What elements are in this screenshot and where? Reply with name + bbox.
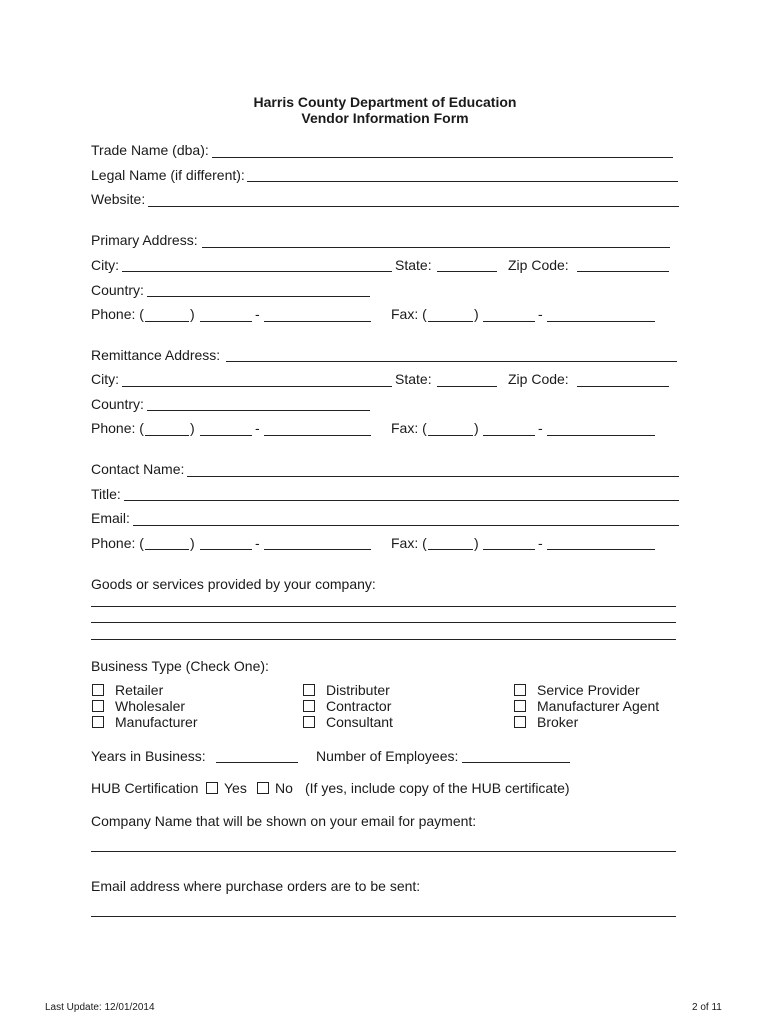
legal-name-label: Legal Name (if different):: [91, 167, 245, 183]
hub-no-label: No: [275, 780, 293, 796]
retailer-checkbox[interactable]: [92, 684, 104, 696]
manufacturer-label: Manufacturer: [115, 714, 198, 730]
remittance-fax-area[interactable]: [428, 435, 473, 436]
remittance-zip-label: Zip Code:: [508, 371, 569, 387]
contact-fax-area[interactable]: [428, 549, 473, 550]
remittance-fax-label: Fax: (: [391, 420, 427, 436]
contact-phone-number[interactable]: [264, 549, 371, 550]
primary-fax-number[interactable]: [547, 321, 655, 322]
remittance-address-field[interactable]: [226, 361, 677, 362]
remittance-phone-area[interactable]: [145, 435, 189, 436]
primary-address-label: Primary Address:: [91, 232, 198, 248]
wholesaler-checkbox[interactable]: [92, 700, 104, 712]
hub-yes-label: Yes: [224, 780, 247, 796]
primary-zip-label: Zip Code:: [508, 257, 569, 273]
goods-services-line-2[interactable]: [91, 622, 676, 623]
primary-country-field[interactable]: [147, 296, 370, 297]
company-name-email-label: Company Name that will be shown on your email for payment:: [91, 813, 477, 829]
remittance-phone-paren: ): [190, 420, 195, 436]
years-in-business-label: Years in Business:: [91, 748, 206, 764]
service-provider-checkbox[interactable]: [514, 684, 526, 696]
contact-title-field[interactable]: [124, 500, 679, 501]
contact-name-label: Contact Name:: [91, 461, 185, 477]
consultant-label: Consultant: [326, 714, 393, 730]
website-field[interactable]: [148, 206, 679, 207]
remittance-fax-number[interactable]: [547, 435, 655, 436]
primary-address-field[interactable]: [202, 247, 670, 248]
remittance-fax-dash: -: [538, 420, 543, 436]
remittance-address-label: Remittance Address:: [91, 347, 221, 363]
remittance-phone-prefix[interactable]: [200, 435, 252, 436]
contact-phone-dash: -: [255, 535, 260, 551]
primary-fax-paren: ): [474, 306, 479, 322]
remittance-fax-paren: ): [474, 420, 479, 436]
primary-phone-number[interactable]: [264, 321, 371, 322]
goods-services-line-3[interactable]: [91, 639, 676, 640]
distributer-label: Distributer: [326, 682, 390, 698]
primary-phone-dash: -: [255, 306, 260, 322]
distributer-checkbox[interactable]: [303, 684, 315, 696]
contact-fax-prefix[interactable]: [483, 549, 535, 550]
contact-email-field[interactable]: [133, 525, 679, 526]
contact-name-field[interactable]: [187, 476, 679, 477]
primary-country-label: Country:: [91, 282, 144, 298]
contact-fax-label: Fax: (: [391, 535, 427, 551]
contact-phone-paren: ): [190, 535, 195, 551]
page-number: 2 of 11: [692, 1002, 722, 1013]
goods-services-line-1[interactable]: [91, 606, 676, 607]
primary-phone-label: Phone: (: [91, 306, 144, 322]
primary-phone-area[interactable]: [145, 321, 189, 322]
po-email-field[interactable]: [91, 916, 676, 917]
contact-fax-number[interactable]: [547, 549, 655, 550]
primary-state-field[interactable]: [437, 271, 497, 272]
primary-fax-prefix[interactable]: [483, 321, 535, 322]
business-type-label: Business Type (Check One):: [91, 658, 269, 674]
service-provider-label: Service Provider: [537, 682, 640, 698]
manufacturer-agent-label: Manufacturer Agent: [537, 698, 660, 714]
contact-email-label: Email:: [91, 510, 130, 526]
remittance-phone-label: Phone: (: [91, 420, 144, 436]
primary-city-field[interactable]: [122, 271, 392, 272]
number-of-employees-field[interactable]: [462, 762, 570, 763]
broker-label: Broker: [537, 714, 579, 730]
contact-title-label: Title:: [91, 486, 121, 502]
hub-no-checkbox[interactable]: [257, 782, 269, 794]
years-in-business-field[interactable]: [216, 762, 298, 763]
goods-services-label: Goods or services provided by your company:: [91, 576, 376, 592]
remittance-city-label: City:: [91, 371, 119, 387]
primary-fax-area[interactable]: [428, 321, 473, 322]
primary-zip-field[interactable]: [577, 271, 669, 272]
broker-checkbox[interactable]: [514, 716, 526, 728]
remittance-fax-prefix[interactable]: [483, 435, 535, 436]
primary-fax-label: Fax: (: [391, 306, 427, 322]
trade-name-field[interactable]: [212, 157, 673, 158]
wholesaler-label: Wholesaler: [115, 698, 186, 714]
contact-phone-prefix[interactable]: [200, 549, 252, 550]
contact-fax-dash: -: [538, 535, 543, 551]
hub-certification-label: HUB Certification: [91, 780, 199, 796]
remittance-state-field[interactable]: [437, 386, 497, 387]
remittance-phone-dash: -: [255, 420, 260, 436]
company-name-email-field[interactable]: [91, 851, 676, 852]
legal-name-field[interactable]: [247, 181, 678, 182]
hub-yes-checkbox[interactable]: [206, 782, 218, 794]
remittance-state-label: State:: [395, 371, 432, 387]
manufacturer-agent-checkbox[interactable]: [514, 700, 526, 712]
remittance-zip-field[interactable]: [577, 386, 669, 387]
contractor-label: Contractor: [326, 698, 392, 714]
primary-fax-dash: -: [538, 306, 543, 322]
manufacturer-checkbox[interactable]: [92, 716, 104, 728]
form-title-line1: Harris County Department of Education: [253, 94, 517, 110]
primary-city-label: City:: [91, 257, 119, 273]
last-update: Last Update: 12/01/2014: [45, 1002, 155, 1013]
contact-phone-area[interactable]: [145, 549, 189, 550]
remittance-country-field[interactable]: [147, 410, 370, 411]
number-of-employees-label: Number of Employees:: [316, 748, 459, 764]
contact-phone-label: Phone: (: [91, 535, 144, 551]
retailer-label: Retailer: [115, 682, 164, 698]
form-title-line2: Vendor Information Form: [301, 110, 469, 126]
remittance-country-label: Country:: [91, 396, 144, 412]
primary-state-label: State:: [395, 257, 432, 273]
consultant-checkbox[interactable]: [303, 716, 315, 728]
hub-note: (If yes, include copy of the HUB certificate): [305, 780, 570, 796]
primary-phone-paren: ): [190, 306, 195, 322]
remittance-phone-number[interactable]: [264, 435, 371, 436]
trade-name-label: Trade Name (dba):: [91, 142, 209, 158]
website-label: Website:: [91, 191, 146, 207]
contractor-checkbox[interactable]: [303, 700, 315, 712]
primary-phone-prefix[interactable]: [200, 321, 252, 322]
po-email-label: Email address where purchase orders are to be sent:: [91, 878, 421, 894]
contact-fax-paren: ): [474, 535, 479, 551]
remittance-city-field[interactable]: [122, 386, 392, 387]
